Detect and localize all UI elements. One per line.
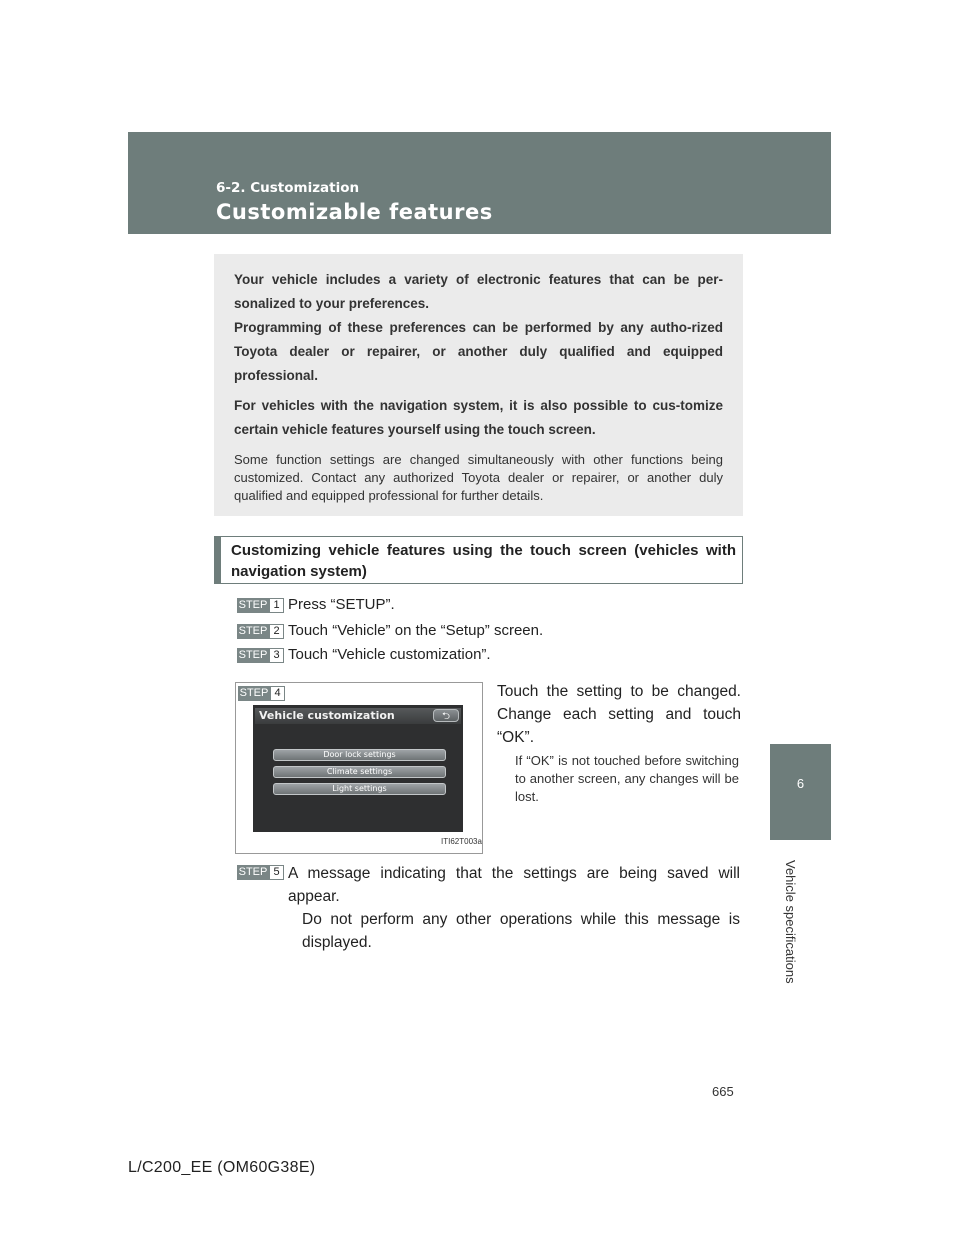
step-1-text: Press “SETUP”.	[288, 596, 395, 613]
intro-note: Some function settings are changed simultaneously with other functions being customized. Contact any authorized Toyota dealer or repairer, or another duly qualified and equipped professional for further details.	[234, 452, 723, 503]
step-4-text: Touch the setting to be changed. Change each setting and touch “OK”.	[497, 683, 741, 746]
nav-screen	[253, 705, 463, 832]
step-4	[238, 683, 285, 703]
door-lock-settings-button[interactable]: Door lock settings	[273, 749, 446, 761]
step-3	[237, 645, 284, 665]
intro-paragraph-1: Your vehicle includes a variety of electronic features that can be per-sonalized to your preferences.	[234, 272, 723, 311]
chapter-side-label: Vehicle specifications	[783, 860, 798, 984]
step-4-note: If “OK” is not touched before switching to another screen, any changes will be lost.	[515, 753, 739, 804]
step-badge: STEP 4	[238, 686, 285, 701]
climate-settings-button[interactable]: Climate settings	[273, 766, 446, 778]
step-2	[237, 621, 284, 641]
subheading: Customizing vehicle features using the touch screen (vehicles with navigation system)	[214, 536, 743, 584]
step-badge: STEP 2	[237, 624, 284, 639]
page-number: 665	[712, 1084, 734, 1099]
step-badge: STEP 5	[237, 865, 284, 880]
back-arrow-icon[interactable]: ⮌	[433, 709, 459, 722]
step-5-text: A message indicating that the settings are being saved will appear. Do not perform any other operations while this message is displayed.	[288, 865, 740, 951]
chapter-header	[128, 132, 831, 234]
intro-paragraph-2: Programming of these preferences can be performed by any autho-rized Toyota dealer or repairer, or another duly qualified and equipped professional.	[234, 320, 723, 383]
step-1	[237, 595, 284, 615]
screen-title: Vehicle customization	[259, 709, 395, 722]
footer-code: L/C200_EE (OM60G38E)	[128, 1159, 316, 1176]
intro-box	[214, 254, 743, 516]
step-3-text: Touch “Vehicle customization”.	[288, 646, 491, 663]
light-settings-button[interactable]: Light settings	[273, 783, 446, 795]
page-title: Customizable features	[216, 200, 493, 224]
step-2-text: Touch “Vehicle” on the “Setup” screen.	[288, 622, 544, 639]
step-badge: STEP 1	[237, 598, 284, 613]
intro-paragraph-3: For vehicles with the navigation system, it is also possible to cus-tomize certain vehicle features yourself using the touch screen.	[234, 398, 723, 437]
step-badge: STEP 3	[237, 648, 284, 663]
screen-titlebar	[255, 708, 461, 724]
step-5	[237, 862, 284, 882]
chapter-side-tab	[770, 234, 831, 842]
chapter-number: 6	[770, 744, 831, 840]
figure-id: ITI62T003a	[441, 837, 482, 846]
figure-vehicle-customization	[235, 682, 483, 854]
section-label: 6-2. Customization	[216, 180, 360, 196]
